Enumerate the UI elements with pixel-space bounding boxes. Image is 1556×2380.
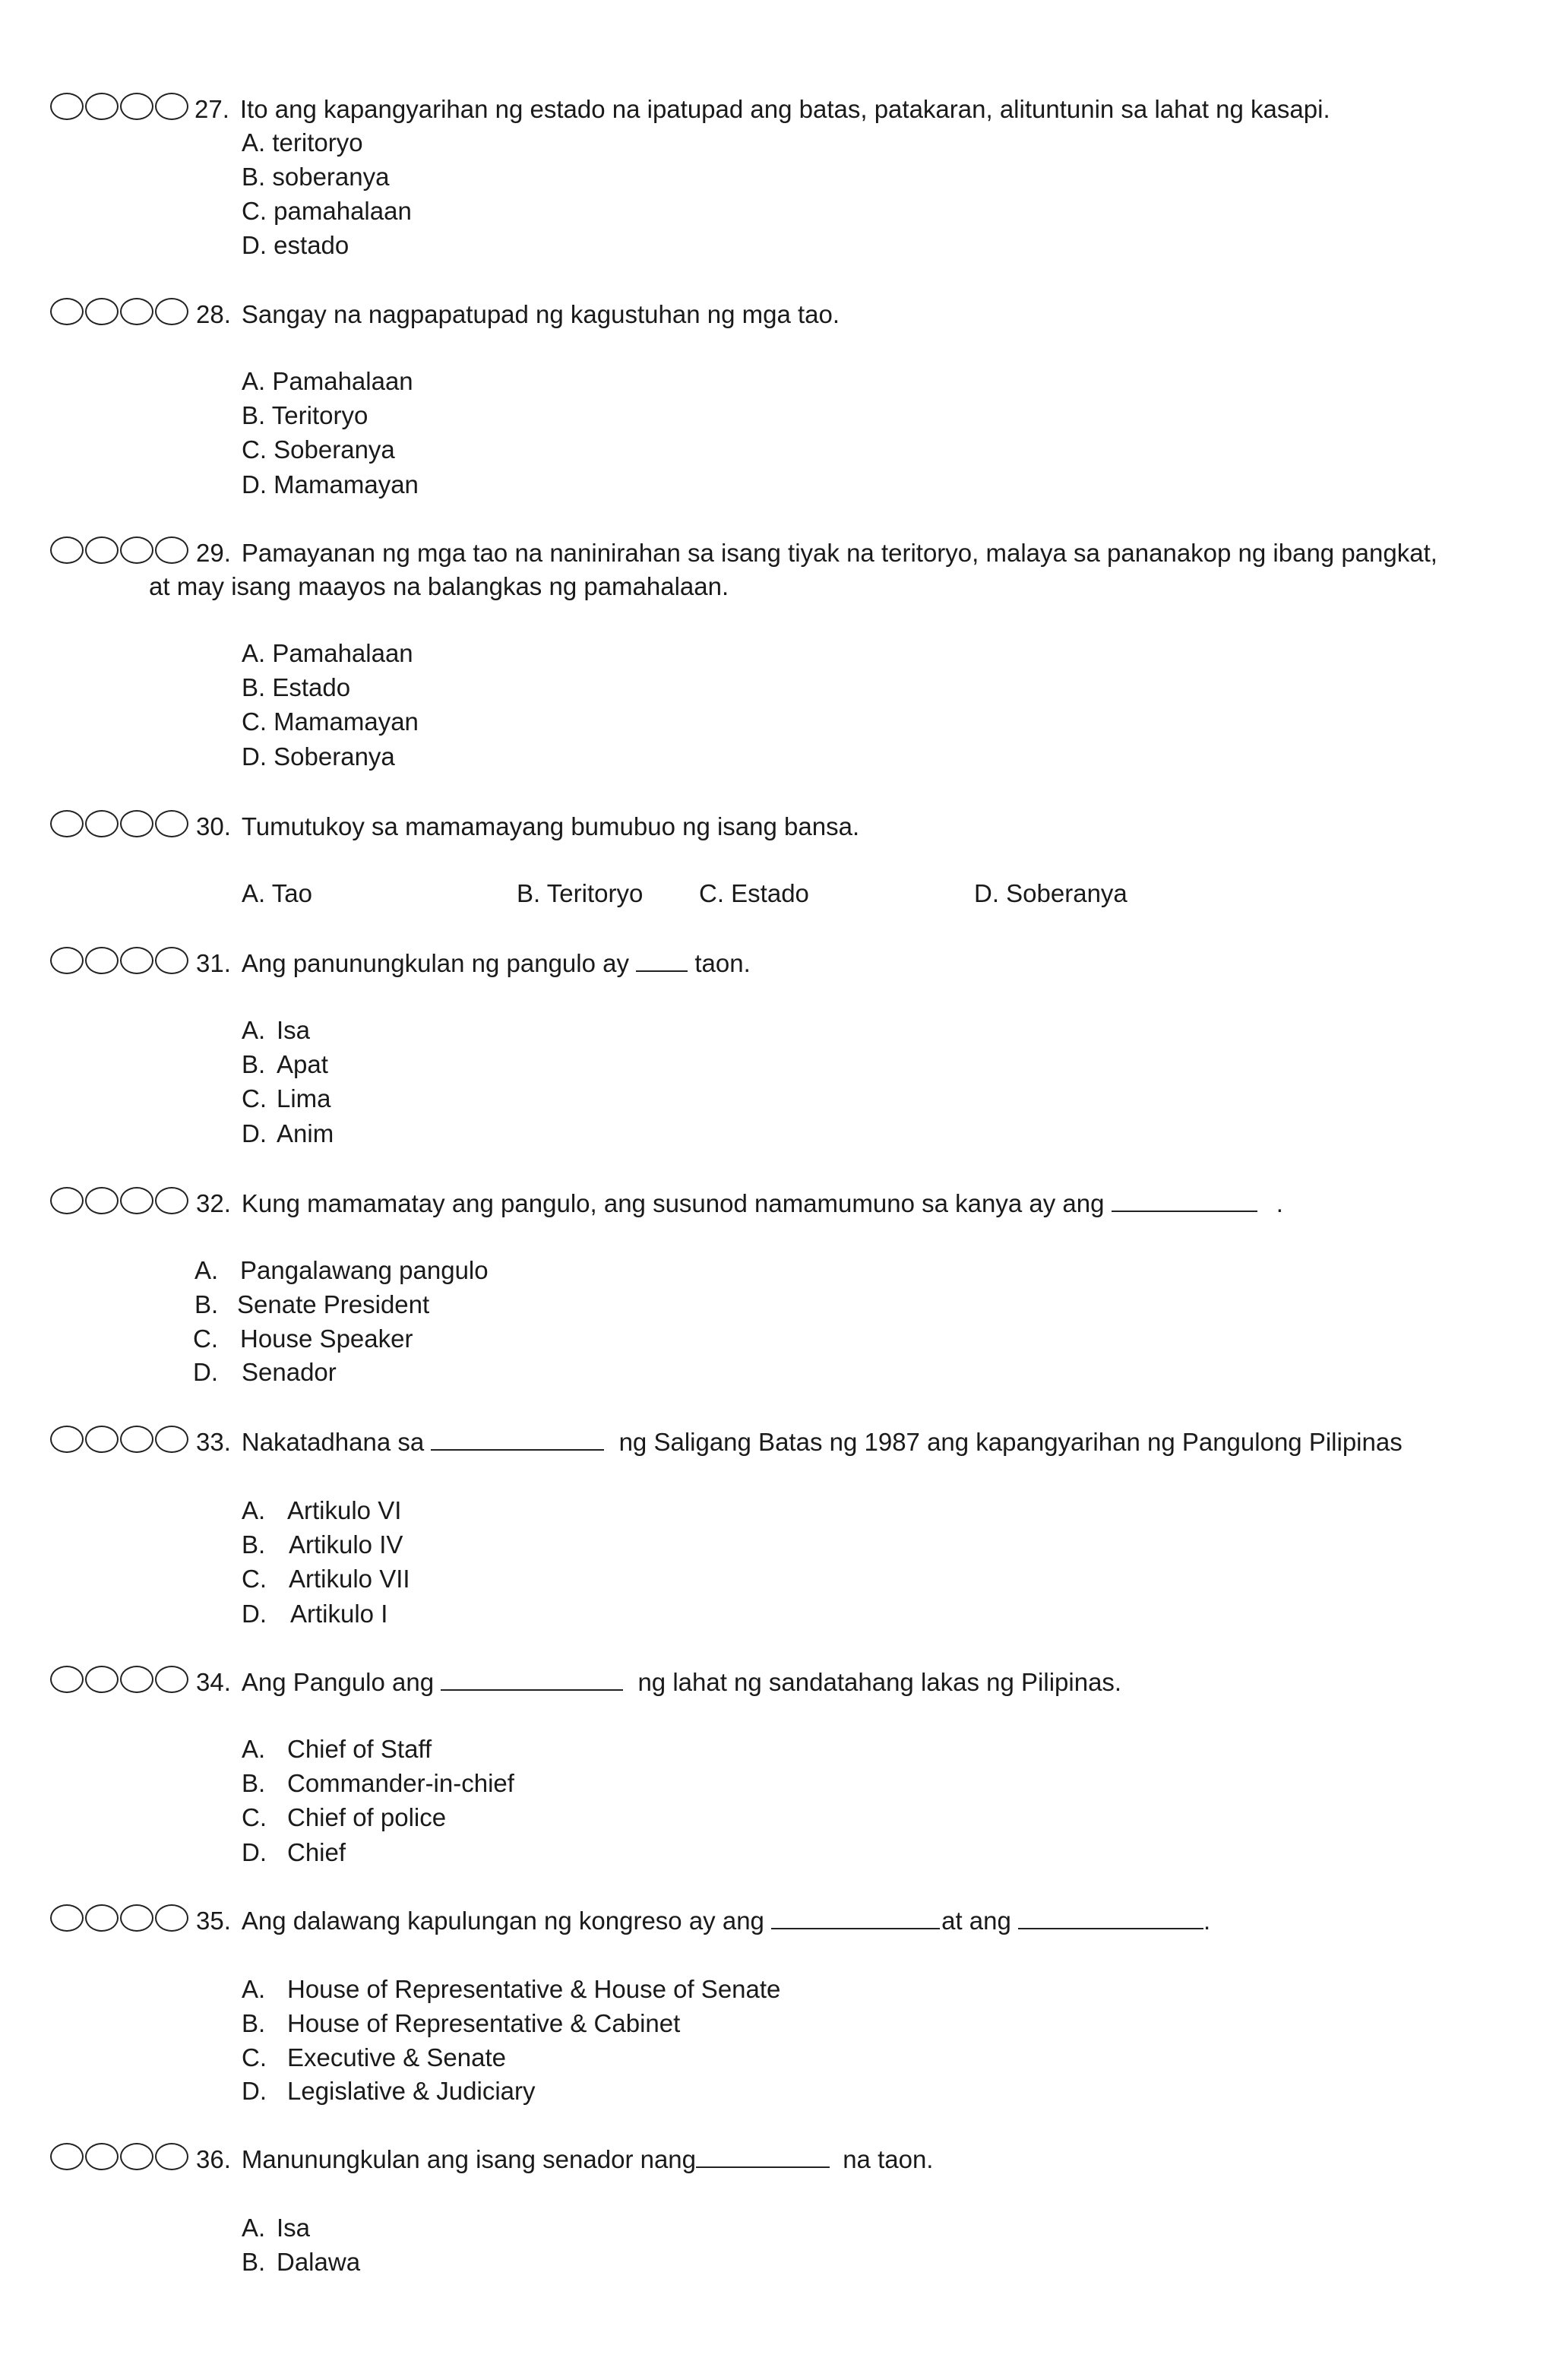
- answer-bubbles: [50, 1187, 190, 1217]
- option-text: Artikulo VI: [287, 1496, 402, 1524]
- option-text: Legislative & Judiciary: [287, 2077, 536, 2105]
- question-text: Ito ang kapangyarihan ng estado na ipatupad ang batas, patakaran, alituntunin sa lahat ng kasapi.: [239, 95, 1330, 123]
- option-a: [242, 877, 312, 910]
- option-letter: A.: [242, 1975, 266, 2003]
- option-d: [242, 1836, 346, 1869]
- question-number: 34.: [196, 1668, 231, 1696]
- option-text: Tao: [271, 879, 312, 907]
- answer-bubble[interactable]: [85, 947, 119, 974]
- question-text-end: ng lahat ng sandatahang lakas ng Pilipinas.: [637, 1668, 1122, 1696]
- fill-in-blank: [696, 2144, 830, 2168]
- answer-bubble[interactable]: [120, 947, 153, 974]
- option-letter: A.: [242, 879, 266, 907]
- option-letter: C.: [242, 2043, 267, 2071]
- option-a: [242, 637, 413, 670]
- answer-bubble[interactable]: [50, 810, 84, 837]
- option-text: House of Representative & House of Senate: [287, 1975, 781, 2003]
- question-stem: [196, 1666, 1121, 1699]
- question-text-end: .: [1276, 1189, 1283, 1217]
- option-c: [242, 2041, 506, 2075]
- option-letter: B.: [194, 1290, 219, 1318]
- option-letter: C.: [242, 1803, 267, 1831]
- option-text: Teritoryo: [271, 401, 368, 429]
- option-d: [242, 2075, 536, 2108]
- option-letter: B.: [242, 2248, 266, 2276]
- question-text-continued: at may isang maayos na balangkas ng pamahalaan.: [149, 572, 729, 600]
- answer-bubble[interactable]: [120, 1904, 153, 1932]
- option-letter: D.: [242, 1119, 267, 1147]
- fill-in-blank: [636, 948, 688, 972]
- option-letter: C.: [193, 1325, 218, 1353]
- option-letter: A.: [194, 1256, 219, 1284]
- option-letter: C.: [242, 197, 267, 225]
- answer-bubbles: [50, 536, 190, 567]
- option-letter: D.: [974, 879, 999, 907]
- answer-bubble[interactable]: [155, 536, 188, 564]
- option-text: estado: [274, 231, 349, 259]
- question-number: 36.: [196, 2145, 231, 2173]
- option-a: [242, 1494, 401, 1527]
- option-d: [242, 1117, 334, 1150]
- question-text-end: taon.: [694, 949, 751, 977]
- fill-in-blank: [1112, 1188, 1257, 1212]
- option-letter: B.: [242, 1769, 266, 1797]
- answer-bubble[interactable]: [50, 298, 84, 325]
- option-text: Artikulo I: [290, 1600, 388, 1628]
- option-text: House Speaker: [240, 1325, 413, 1353]
- answer-bubble[interactable]: [85, 1904, 119, 1932]
- answer-bubble[interactable]: [120, 810, 153, 837]
- option-letter: B.: [242, 163, 266, 191]
- option-text: Anim: [277, 1119, 334, 1147]
- option-letter: C.: [242, 435, 267, 464]
- answer-bubbles: [50, 947, 190, 977]
- option-letter: A.: [242, 639, 266, 667]
- option-a: [242, 365, 413, 398]
- question-text: Nakatadhana sa: [241, 1428, 425, 1456]
- answer-bubble[interactable]: [155, 298, 188, 325]
- answer-bubble[interactable]: [155, 93, 188, 120]
- answer-bubble[interactable]: [85, 298, 119, 325]
- option-text: pamahalaan: [274, 197, 412, 225]
- option-text: Senador: [242, 1358, 337, 1386]
- question-text-middle: at ang: [941, 1907, 1011, 1935]
- question-stem: [194, 93, 1330, 126]
- option-letter: A.: [242, 1735, 266, 1763]
- answer-bubble[interactable]: [50, 947, 84, 974]
- option-text: Isa: [277, 1016, 311, 1044]
- option-d: [193, 1356, 337, 1389]
- answer-bubbles: [50, 93, 190, 123]
- question-stem: [196, 298, 840, 331]
- option-b: [242, 2007, 680, 2040]
- option-text: Estado: [272, 673, 351, 701]
- option-b: [242, 671, 350, 704]
- question-number: 30.: [196, 812, 231, 840]
- answer-bubble[interactable]: [85, 810, 119, 837]
- option-d: [974, 877, 1127, 910]
- fill-in-blank: [431, 1426, 604, 1451]
- answer-bubble[interactable]: [50, 1187, 84, 1214]
- option-text: Soberanya: [274, 435, 395, 464]
- option-a: [242, 2211, 310, 2245]
- option-text: Chief of police: [287, 1803, 447, 1831]
- option-text: Artikulo IV: [289, 1530, 403, 1559]
- answer-bubbles: [50, 2143, 190, 2173]
- answer-bubbles: [50, 1666, 190, 1696]
- answer-bubble[interactable]: [155, 1666, 188, 1693]
- option-c: [193, 1322, 413, 1356]
- option-text: Chief of Staff: [287, 1735, 432, 1763]
- answer-bubble[interactable]: [155, 810, 188, 837]
- option-b: [242, 2245, 360, 2279]
- option-letter: B.: [242, 2009, 266, 2037]
- option-d: [242, 229, 349, 262]
- option-letter: D.: [242, 2077, 267, 2105]
- option-text: Commander-in-chief: [287, 1769, 514, 1797]
- option-letter: B.: [242, 401, 266, 429]
- option-a: [194, 1254, 489, 1287]
- answer-bubble[interactable]: [85, 2143, 119, 2170]
- answer-bubble[interactable]: [120, 2143, 153, 2170]
- option-a: [242, 1014, 310, 1047]
- option-c: [242, 195, 412, 228]
- option-c: [242, 1082, 331, 1116]
- answer-bubble[interactable]: [155, 947, 188, 974]
- option-a: [242, 1973, 780, 2006]
- option-text: Teritoryo: [546, 879, 644, 907]
- fill-in-blank: [1018, 1905, 1203, 1929]
- option-text: Chief: [287, 1838, 346, 1866]
- answer-bubble[interactable]: [85, 1666, 119, 1693]
- option-text: Pamahalaan: [272, 367, 413, 395]
- option-c: [242, 705, 419, 739]
- option-text: Dalawa: [277, 2248, 361, 2276]
- option-letter: B.: [242, 1050, 266, 1078]
- question-number: 33.: [196, 1428, 231, 1456]
- answer-bubble[interactable]: [155, 2143, 188, 2170]
- answer-bubble[interactable]: [155, 1426, 188, 1453]
- option-d: [242, 740, 395, 774]
- question-stem: [196, 1904, 1210, 1938]
- question-stem: [196, 1187, 1283, 1220]
- option-text: Apat: [277, 1050, 328, 1078]
- option-c: [242, 433, 395, 467]
- option-letter: B.: [242, 1530, 266, 1559]
- option-text: Artikulo VII: [289, 1565, 410, 1593]
- question-text: Pamayanan ng mga tao na naninirahan sa isang tiyak na teritoryo, malaya sa pananakop ng ibang pangkat,: [241, 539, 1437, 567]
- option-d: [242, 468, 419, 502]
- option-letter: D.: [242, 470, 267, 498]
- option-letter: D.: [193, 1358, 218, 1386]
- answer-bubble[interactable]: [85, 536, 119, 564]
- option-text: Pangalawang pangulo: [240, 1256, 489, 1284]
- option-c: [699, 877, 809, 910]
- option-letter: A.: [242, 1496, 266, 1524]
- option-letter: B.: [517, 879, 541, 907]
- answer-bubble[interactable]: [50, 536, 84, 564]
- question-stem: [196, 2143, 933, 2176]
- answer-bubble[interactable]: [50, 1666, 84, 1693]
- question-text: Kung mamamatay ang pangulo, ang susunod namamumuno sa kanya ay ang: [241, 1189, 1105, 1217]
- question-text-end: na taon.: [843, 2145, 934, 2173]
- option-letter: C.: [242, 1565, 267, 1593]
- option-text: Senate President: [237, 1290, 430, 1318]
- option-text: Estado: [731, 879, 809, 907]
- question-stem: [196, 947, 751, 980]
- option-letter: A.: [242, 128, 266, 157]
- question-number: 31.: [196, 949, 231, 977]
- option-text: Soberanya: [1006, 879, 1127, 907]
- question-number: 28.: [196, 300, 231, 328]
- question-number: 32.: [196, 1189, 231, 1217]
- option-letter: C.: [242, 1084, 267, 1112]
- question-number: 27.: [194, 95, 229, 123]
- option-b: [242, 1528, 403, 1562]
- option-letter: A.: [242, 367, 266, 395]
- answer-bubble[interactable]: [120, 93, 153, 120]
- answer-bubble[interactable]: [85, 1187, 119, 1214]
- option-text: Pamahalaan: [272, 639, 413, 667]
- answer-bubble[interactable]: [85, 1426, 119, 1453]
- answer-bubbles: [50, 298, 190, 328]
- question-text: Tumutukoy sa mamamayang bumubuo ng isang bansa.: [241, 812, 860, 840]
- question-text-end: ng Saligang Batas ng 1987 ang kapangyarihan ng Pangulong Pilipinas: [618, 1428, 1403, 1456]
- question-text: Manunungkulan ang isang senador nang: [241, 2145, 697, 2173]
- answer-bubbles: [50, 810, 190, 840]
- option-letter: B.: [242, 673, 266, 701]
- option-letter: C.: [242, 707, 267, 736]
- option-a: [242, 126, 363, 160]
- answer-bubble[interactable]: [50, 1426, 84, 1453]
- option-text: Mamamayan: [274, 470, 419, 498]
- question-stem: [196, 1426, 1403, 1459]
- question-text: Ang panunungkulan ng pangulo ay: [241, 949, 629, 977]
- answer-bubble[interactable]: [120, 298, 153, 325]
- option-b: [242, 399, 368, 432]
- answer-bubbles: [50, 1904, 190, 1935]
- fill-in-blank: [441, 1666, 623, 1691]
- question-number: 35.: [196, 1907, 231, 1935]
- option-text: Mamamayan: [274, 707, 419, 736]
- option-text: soberanya: [272, 163, 390, 191]
- answer-bubble[interactable]: [50, 2143, 84, 2170]
- option-b: [194, 1288, 429, 1321]
- option-letter: D.: [242, 1600, 267, 1628]
- question-text-end: .: [1203, 1907, 1211, 1935]
- answer-bubble[interactable]: [120, 1666, 153, 1693]
- option-b: [242, 1048, 328, 1081]
- answer-bubble[interactable]: [155, 1187, 188, 1214]
- answer-bubble[interactable]: [85, 93, 119, 120]
- option-c: [242, 1562, 410, 1596]
- answer-bubble[interactable]: [120, 1187, 153, 1214]
- question-text: Ang Pangulo ang: [241, 1668, 435, 1696]
- option-text: House of Representative & Cabinet: [287, 2009, 681, 2037]
- option-text: Executive & Senate: [287, 2043, 507, 2071]
- option-letter: A.: [242, 1016, 266, 1044]
- option-b: [242, 160, 389, 194]
- option-letter: D.: [242, 231, 267, 259]
- answer-bubbles: [50, 1426, 190, 1456]
- question-stem: [196, 810, 859, 843]
- option-text: Lima: [277, 1084, 331, 1112]
- question-number: 29.: [196, 539, 231, 567]
- answer-bubble[interactable]: [120, 1426, 153, 1453]
- question-text: Ang dalawang kapulungan ng kongreso ay ang: [241, 1907, 764, 1935]
- option-b: [242, 1767, 514, 1800]
- option-c: [242, 1801, 446, 1834]
- answer-bubble[interactable]: [50, 93, 84, 120]
- option-b: [517, 877, 643, 910]
- option-letter: D.: [242, 1838, 267, 1866]
- option-text: teritoryo: [272, 128, 363, 157]
- fill-in-blank: [771, 1905, 940, 1929]
- answer-bubble[interactable]: [155, 1904, 188, 1932]
- question-stem: [196, 536, 1437, 570]
- question-text: Sangay na nagpapatupad ng kagustuhan ng mga tao.: [241, 300, 840, 328]
- answer-bubble[interactable]: [120, 536, 153, 564]
- option-text: Soberanya: [274, 742, 395, 771]
- option-a: [242, 1733, 432, 1766]
- option-letter: D.: [242, 742, 267, 771]
- option-letter: C.: [699, 879, 724, 907]
- answer-bubble[interactable]: [50, 1904, 84, 1932]
- option-d: [242, 1597, 387, 1631]
- option-letter: A.: [242, 2214, 266, 2242]
- option-text: Isa: [277, 2214, 311, 2242]
